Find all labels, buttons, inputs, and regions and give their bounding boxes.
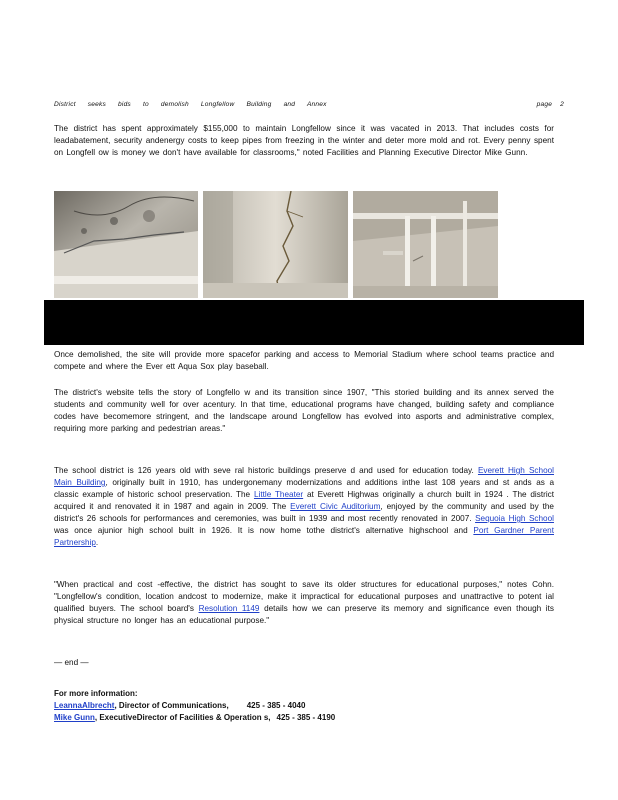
paragraph-history — [54, 387, 554, 435]
contact-role: , Director of Communications, — [114, 701, 229, 710]
end-marker: — end — — [54, 658, 89, 667]
ceiling-pipes-photo-3 — [353, 191, 498, 298]
paragraph-cost — [54, 123, 554, 159]
contact-row — [54, 700, 335, 712]
contact-row — [54, 712, 335, 724]
page-number: page 2 — [536, 101, 564, 108]
text-run: "When practical and cost -effective, the district has sought to save its older structures for educational purposes," notes Cohn. "Longfellow's condition, location andcost to modernize, make it impractical for educational purposes and unattractive to potent ial qualified buyers. The school board's — [54, 580, 554, 613]
cracked-ceiling-photo-2 — [203, 191, 348, 298]
text-run: The school district is 126 years old with seve ral historic buildings preserve d and used for education today. — [54, 466, 474, 475]
contact-name-link[interactable]: LeannaAlbrecht — [54, 701, 115, 710]
paragraph-text: The district's website tells the story of Longfello w and its transition since 1907, "This storied building and its annex served the students and community well for over acentury. In that time, educational programs have changed, building safety and compliance codes have becomemore stringent, and the landscape around Longfellow has evolved into asports and administrative complex, requiring more parking and pedestrian areas." — [54, 388, 554, 433]
redaction-bar — [44, 300, 584, 345]
link-civic-auditorium[interactable]: Everett Civic Auditorium — [290, 502, 381, 511]
paragraph-text: Once demolished, the site will provide more spacefor parking and access to Memorial Stadium where school teams practice and compete and where the Ever ett Aqua Sox play baseball. — [54, 350, 554, 371]
text-run: , enjoyed by the community and used by the district's 26 schools for performances and ceremonies, was built in 1939 and most recently renovated in 2007. — [54, 502, 554, 523]
contact-phone: 425 - 385 - 4040 — [246, 701, 306, 710]
photo-strip — [54, 191, 498, 298]
text-run: at Everett Highwas originally a church built in 1924 . The district acquired it and renovated it in 1987 and again in 2009. The — [54, 490, 555, 511]
paragraph-text: The district has spent approximately $155,000 to maintain Longfellow since it was vacated in 2013. That includes costs for leadabatement, security andenergy costs to keep pipes from freezing in the winter and deter more mold and rot. Every penny spent on Longfell ow is money we don't have available for classrooms," noted Facilities and Planning Executive Director Mike Gunn. — [54, 124, 554, 157]
text-run: . — [95, 538, 99, 547]
cracked-ceiling-photo-1 — [54, 191, 198, 298]
contact-role: , ExecutiveDirector of Facilities & Operation s, — [94, 713, 271, 722]
header-title: District seeks bids to demolish Longfellow Building and Annex — [54, 101, 327, 108]
link-everett-high-school[interactable]: Everett High School Main Building — [54, 466, 554, 487]
contact-heading: For more information: — [54, 689, 138, 698]
link-resolution-1149[interactable]: Resolution 1149 — [198, 604, 260, 613]
text-run: , originally built in 1910, has undergonemany modernizations and additions inthe last 108 years and st ands as a classic example of historic school preservation. The — [54, 478, 554, 499]
paragraph-site — [54, 349, 554, 373]
link-port-gardner[interactable]: Port Gardner Parent Partnership — [54, 526, 554, 547]
contact-block — [54, 688, 335, 724]
contact-name-link[interactable]: Mike Gunn — [54, 713, 95, 722]
link-sequoia-high-school[interactable]: Sequoia High School — [475, 514, 554, 523]
link-little-theater[interactable]: Little Theater — [253, 490, 304, 499]
text-run: was once ajunior high school built in 1926. It is now home tothe district's alternative highschool and — [54, 526, 468, 535]
paragraph-quote — [54, 579, 554, 627]
paragraph-buildings — [54, 465, 554, 549]
text-run: details how we can preserve its memory and significance even though its physical structure no longer has an educational purpose." — [54, 604, 554, 625]
contact-phone: 425 - 385 - 4190 — [276, 713, 336, 722]
